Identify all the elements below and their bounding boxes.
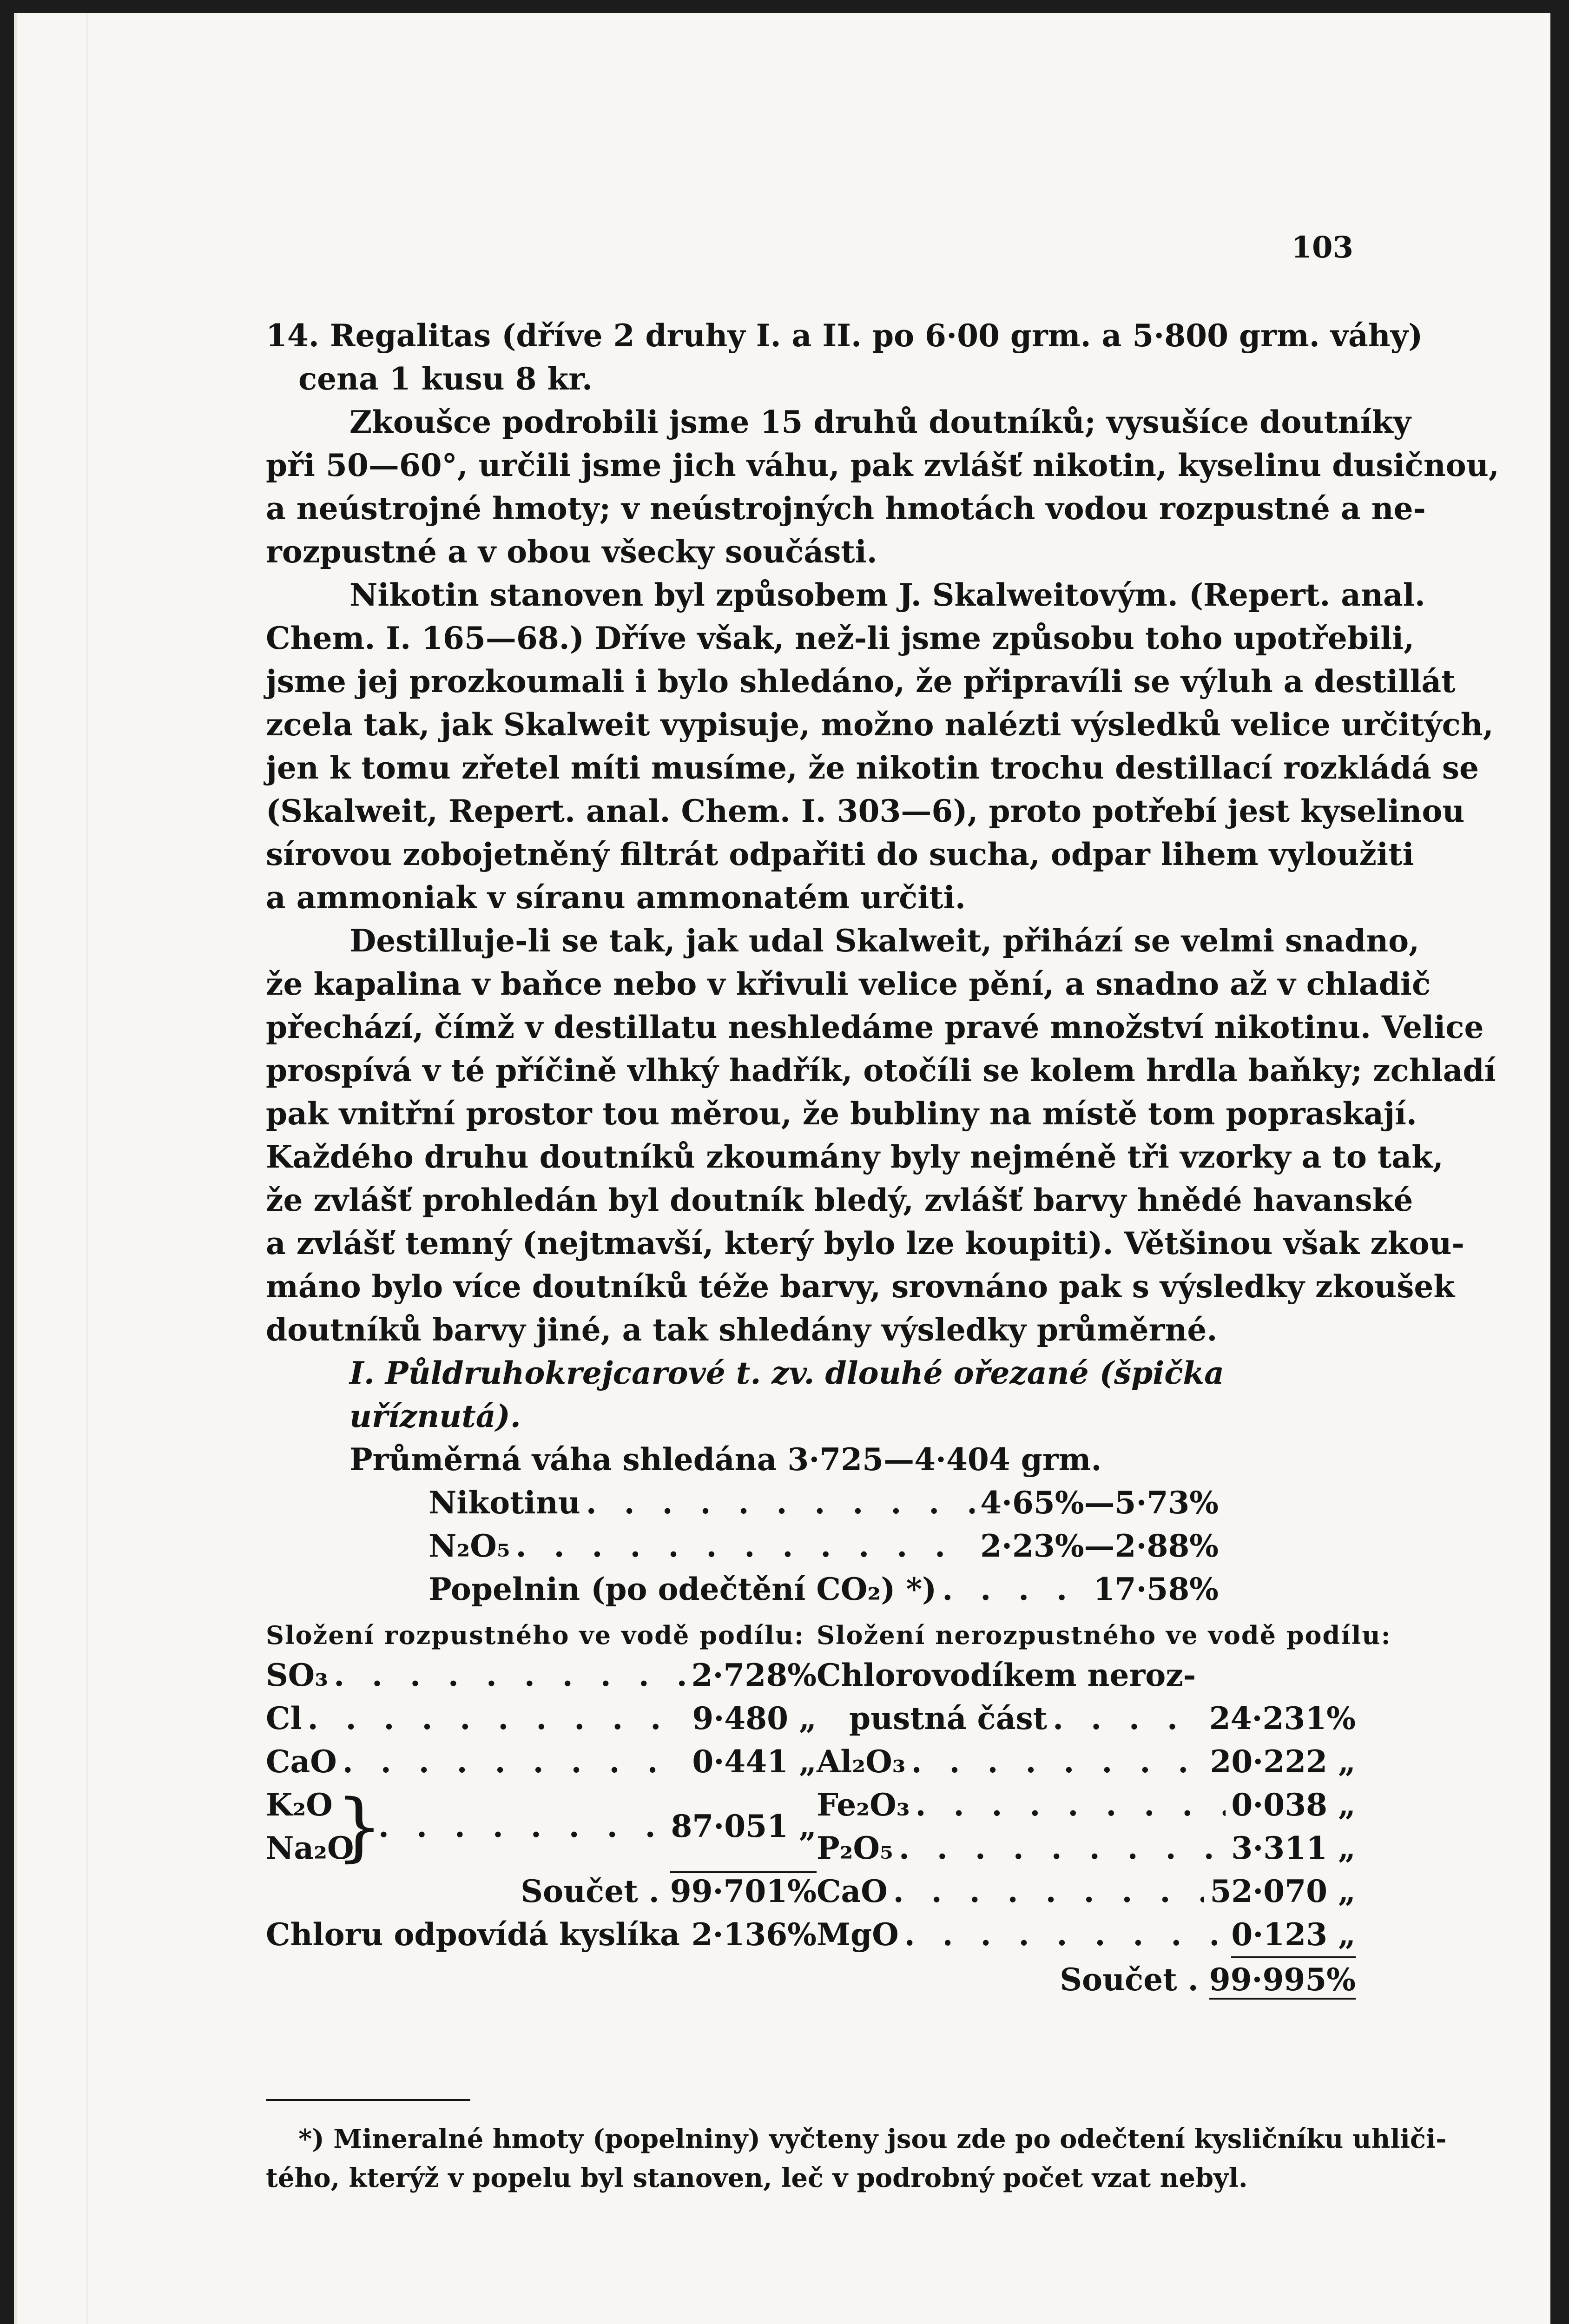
row-value: 0·038 „ xyxy=(1231,1787,1356,1823)
row-label: CaO xyxy=(266,1743,337,1780)
summary-label: N₂O₅ xyxy=(429,1528,510,1564)
row-value: 3·311 „ xyxy=(1231,1830,1356,1866)
summary-value: 2·23%—2·88% xyxy=(980,1528,1219,1564)
leader-dots xyxy=(586,1481,975,1525)
row-value: 0·441 „ xyxy=(692,1743,817,1780)
table-row xyxy=(817,1740,1356,1783)
summary-table xyxy=(429,1481,1219,1611)
sum-value: 99·701% xyxy=(670,1871,817,1909)
row-value: 2·728% xyxy=(691,1657,817,1693)
leader-dots xyxy=(904,1913,1226,1956)
text-line: přechází, čímž v destillatu neshledáme pravé množství nikotinu. Velice xyxy=(266,1009,1484,1045)
text-line: a ammoniak v síranu ammonatém určiti. xyxy=(266,879,966,916)
sum-label: Součet xyxy=(1060,1961,1177,1998)
text-line: a zvlášť temný (nejtmavší, který bylo lze koupiti). Většinou však zkou- xyxy=(266,1225,1464,1261)
soluble-table xyxy=(266,1617,817,2001)
leader-dots xyxy=(308,1697,687,1740)
row-label: Chloru odpovídá kyslíka xyxy=(266,1916,680,1953)
table-row xyxy=(817,1697,1356,1740)
row-label: Al₂O₃ xyxy=(817,1743,906,1780)
text-line: zcela tak, jak Skalweit vypisuje, možno nalézti výsledků velice určitých, xyxy=(266,706,1494,743)
row-value: 20·222 „ xyxy=(1210,1743,1356,1780)
row-label: Na₂O xyxy=(266,1830,354,1866)
text-line: Zkoušce podrobili jsme 15 druhů doutníků; vysušíce doutníky xyxy=(349,404,1411,440)
text-line: pak vnitřní prostor tou měrou, že bubliny na místě tom popraskají. xyxy=(266,1096,1417,1132)
leader-dots xyxy=(378,1805,665,1848)
sum-row: Součet . 99·701% xyxy=(266,1870,817,1913)
curly-brace: } xyxy=(336,1783,383,1870)
row-label: CaO xyxy=(817,1873,888,1909)
leader-dots xyxy=(1053,1697,1204,1740)
sum-value: 99·995% xyxy=(1209,1961,1356,2000)
sum-row: Součet . 99·995% xyxy=(817,1958,1356,2001)
text-line: Nikotin stanoven byl způsobem J. Skalweitovým. (Repert. anal. xyxy=(349,577,1425,613)
footnote-line: tého, kterýž v popelu byl stanoven, leč v podrobný počet vzat nebyl. xyxy=(266,2163,1248,2193)
insoluble-table xyxy=(817,1617,1391,2001)
row-label: Cl xyxy=(266,1700,302,1736)
row-value: 52·070 „ xyxy=(1210,1873,1356,1909)
table-row xyxy=(266,1740,817,1783)
paragraph-1 xyxy=(266,401,1499,574)
text-line: rozpustné a v obou všecky součásti. xyxy=(266,534,877,570)
leader-dots xyxy=(911,1740,1205,1783)
table-row xyxy=(266,1654,817,1697)
footnote-line: *) Mineralné hmoty (popelniny) vyčteny jsou zde po odečtení kysličníku uhliči- xyxy=(298,2124,1447,2154)
text-line: při 50—60°, určili jsme jich váhu, pak zvlášť nikotin, kyselinu dusičnou, xyxy=(266,447,1499,483)
leader-dots xyxy=(893,1870,1205,1913)
leader-dots xyxy=(942,1568,1088,1611)
insoluble-title: Složení nerozpustného ve vodě podílu: xyxy=(817,1620,1391,1650)
row-label: K₂O xyxy=(266,1787,333,1823)
row-label: pustná část xyxy=(849,1700,1048,1736)
brace-labels xyxy=(266,1783,354,1870)
footnote xyxy=(266,2119,1447,2198)
row-value: 24·231% xyxy=(1209,1700,1356,1736)
summary-row xyxy=(429,1481,1219,1525)
sum-label: Součet xyxy=(521,1873,638,1909)
text-line: Destilluje-li se tak, jak udal Skalweit, přihází se velmi snadno, xyxy=(349,923,1420,959)
text-line: jsme jej prozkoumali i bylo shledáno, že připravíli se výluh a destillát xyxy=(266,663,1456,700)
table-row xyxy=(266,1697,817,1740)
row-label: Chlorovodíkem neroz- xyxy=(817,1657,1196,1693)
text-line: prospívá v té příčině vlhký hadřík, otočíli se kolem hrdla baňky; zchladí xyxy=(266,1052,1496,1089)
page-crease xyxy=(86,13,88,2324)
row-value: 87·051 „ xyxy=(671,1808,817,1844)
page-content xyxy=(266,212,1499,2198)
text-line: sírovou zobojetněný filtrát odpařiti do sucha, odpar lihem vyloužiti xyxy=(266,836,1414,872)
table-row xyxy=(266,1913,817,1956)
composition-tables xyxy=(266,1617,1391,2001)
summary-row xyxy=(429,1568,1219,1611)
summary-value: 17·58% xyxy=(1093,1571,1219,1607)
text-line: (Skalweit, Repert. anal. Chem. I. 303—6), proto potřebí jest kyselinou xyxy=(266,793,1465,829)
leader-dots xyxy=(916,1783,1226,1827)
summary-value: 4·65%—5·73% xyxy=(980,1485,1219,1521)
row-value: 9·480 „ xyxy=(692,1700,817,1736)
text-line: jen k tomu zřetel míti musíme, že nikotin trochu destillací rozkládá se xyxy=(266,750,1479,786)
leader-dots xyxy=(899,1827,1226,1870)
soluble-title: Složení rozpustného ve vodě podílu: xyxy=(266,1620,804,1650)
table-row xyxy=(817,1783,1356,1827)
row-value: 2·136% xyxy=(691,1916,817,1953)
text-line: že zvlášť prohledán byl doutník bledý, zvlášť barvy hnědé havanské xyxy=(266,1182,1413,1218)
page-number: 103 xyxy=(1291,230,1353,265)
text-line: Chem. I. 165—68.) Dříve však, než-li jsme způsobu toho upotřebili, xyxy=(266,620,1415,656)
footnote-rule xyxy=(266,2099,470,2101)
summary-label: Popelnin (po odečtění CO₂) *) xyxy=(429,1571,937,1607)
paragraph-3 xyxy=(266,919,1496,1352)
summary-row xyxy=(429,1525,1219,1568)
page xyxy=(14,13,1550,2324)
row-label: MgO xyxy=(817,1916,899,1953)
text-line: cena 1 kusu 8 kr. xyxy=(298,361,593,397)
row-label: P₂O₅ xyxy=(817,1830,893,1866)
row-label: SO₃ xyxy=(266,1657,329,1693)
summary-label: Nikotinu xyxy=(429,1485,580,1521)
section-heading: I. Půldruhokrejcarové t. zv. dlouhé ořezané (špička uříznutá). xyxy=(349,1355,1224,1434)
item-14 xyxy=(266,314,1423,401)
leader-dots xyxy=(343,1740,687,1783)
table-row xyxy=(373,1805,817,1848)
text-line: 14. Regalitas (dříve 2 druhy I. a II. po 6·00 grm. a 5·800 grm. váhy) xyxy=(266,317,1423,354)
row-value: 0·123 „ xyxy=(1231,1913,1356,1958)
table-row xyxy=(817,1870,1356,1913)
text-line: Každého druhu doutníků zkoumány byly nejméně tři vzorky a to tak, xyxy=(266,1139,1444,1175)
leader-dots xyxy=(516,1525,975,1568)
leader-dots xyxy=(334,1654,686,1697)
paragraph-2 xyxy=(266,574,1494,919)
text-line: že kapalina v baňce nebo v křivuli velice pění, a snadno až v chladič xyxy=(266,966,1431,1002)
row-label: Fe₂O₃ xyxy=(817,1787,910,1823)
text-line: doutníků barvy jiné, a tak shledány výsledky průměrné. xyxy=(266,1312,1218,1348)
text-line: a neústrojné hmoty; v neústrojných hmotách vodou rozpustné a ne- xyxy=(266,490,1426,527)
text-line: máno bylo více doutníků téže barvy, srovnáno pak s výsledky zkoušek xyxy=(266,1268,1455,1305)
average-weight: Průměrná váha shledána 3·725—4·404 grm. xyxy=(349,1441,1102,1478)
brace-group xyxy=(266,1783,817,1870)
table-row xyxy=(817,1827,1356,1870)
table-row xyxy=(817,1913,1356,1958)
